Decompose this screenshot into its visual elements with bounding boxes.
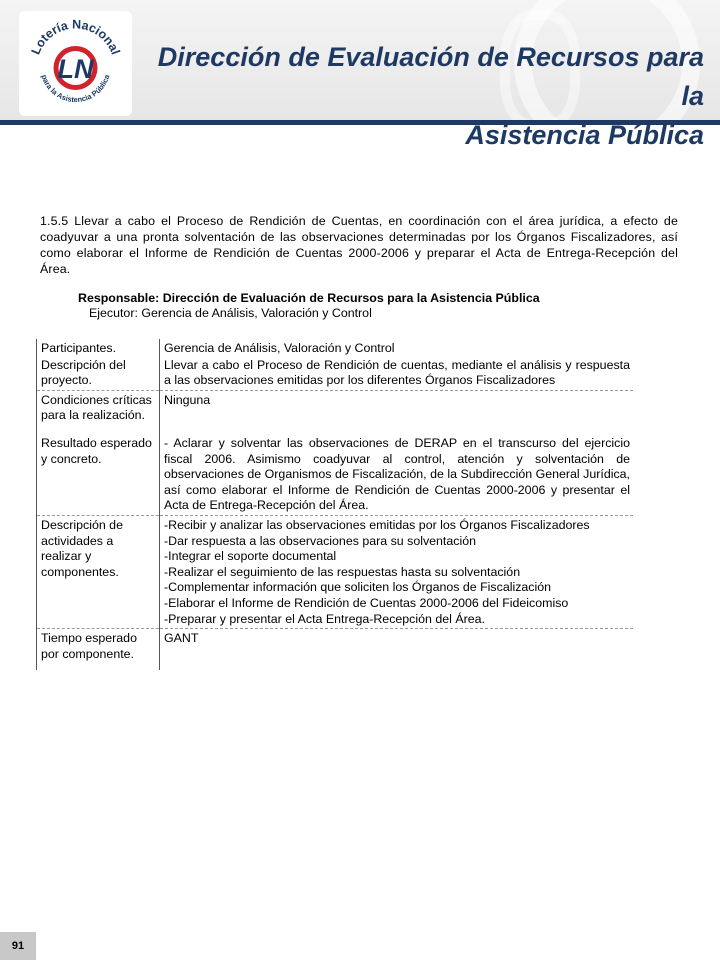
table-row	[37, 434, 634, 515]
page-title-line: Asistencia Pública	[465, 120, 704, 150]
table-value: GANT	[164, 631, 199, 646]
logo-text-top: Lotería Nacional	[28, 17, 123, 57]
table-row	[37, 339, 634, 358]
table-label: Descripción del proyecto.	[37, 358, 160, 391]
table-label: Participantes.	[37, 339, 160, 358]
loteria-nacional-logo-icon	[19, 11, 132, 116]
table-label: Tiempo esperado por componente.	[37, 629, 160, 671]
list-item: -Elaborar el Informe de Rendición de Cuentas 2000-2006 del Fideicomiso	[164, 595, 569, 610]
table-value: - Aclarar y solventar las observaciones de DERAP en el transcurso del ejercicio fiscal 2006. Asimismo coadyuvar al control, atención y solventación de observaciones de Organismos de Fiscalización, de la Subdirección General Jurídica, así como elaborar el Informe de Rendición de Cuentas 2000-2006 y presentar el Acta de Entrega-Recepción del Área.	[160, 434, 634, 515]
table-row	[37, 515, 634, 628]
page-number: 91	[0, 932, 36, 960]
intro-paragraph: 1.5.5 Llevar a cabo el Proceso de Rendición de Cuentas, en coordinación con el área jurídica, a efecto de coadyuvar a una pronta solventación de las observaciones determinadas por los Órganos Fiscalizadores, así como elaborar el Informe de Rendición de Cuentas 2000-2006 y preparar el Acta de Entrega-Recepción del Área.	[40, 214, 678, 276]
list-item: -Preparar y presentar el Acta Entrega-Recepción del Área.	[164, 611, 485, 626]
responsable-line: Responsable: Dirección de Evaluación de Recursos para la Asistencia Pública	[78, 291, 540, 305]
table-label: Resultado esperado y concreto.	[37, 434, 160, 515]
list-item: -Realizar el seguimiento de las respuestas hasta su solventación	[164, 564, 521, 579]
page-title-line: Dirección de Evaluación de Recursos para la	[157, 42, 704, 111]
project-table	[36, 339, 633, 670]
list-item: -Integrar el soporte documental	[164, 549, 337, 564]
list-item: -Complementar información que soliciten los Órganos de Fiscalización	[164, 580, 552, 595]
table-label: Descripción de actividades a realizar y componentes.	[37, 515, 160, 628]
logo-text-bottom: para la Asistencia Pública	[39, 73, 112, 105]
list-item: -Recibir y analizar las observaciones emitidas por los Órganos Fiscalizadores	[164, 517, 590, 532]
loteria-nacional-logo	[19, 11, 132, 116]
list-item: -Dar respuesta a las observaciones para su solventación	[164, 533, 476, 548]
table-row	[37, 358, 634, 391]
table-label: Condiciones críticas para la realización.	[37, 390, 160, 434]
activities-list	[160, 515, 634, 628]
logo-letters: LN	[57, 54, 94, 84]
page-title	[144, 38, 704, 155]
table-row	[37, 629, 634, 671]
ejecutor-line: Ejecutor: Gerencia de Análisis, Valoración y Control	[89, 306, 372, 320]
table-row	[37, 390, 634, 434]
table-value: Llevar a cabo el Proceso de Rendición de cuentas, mediante el análisis y respuesta a las observaciones emitidas por los diferentes Órganos Fiscalizadores	[160, 358, 634, 391]
table-value: Gerencia de Análisis, Valoración y Control	[164, 341, 395, 355]
table-value: Ninguna	[164, 392, 211, 407]
